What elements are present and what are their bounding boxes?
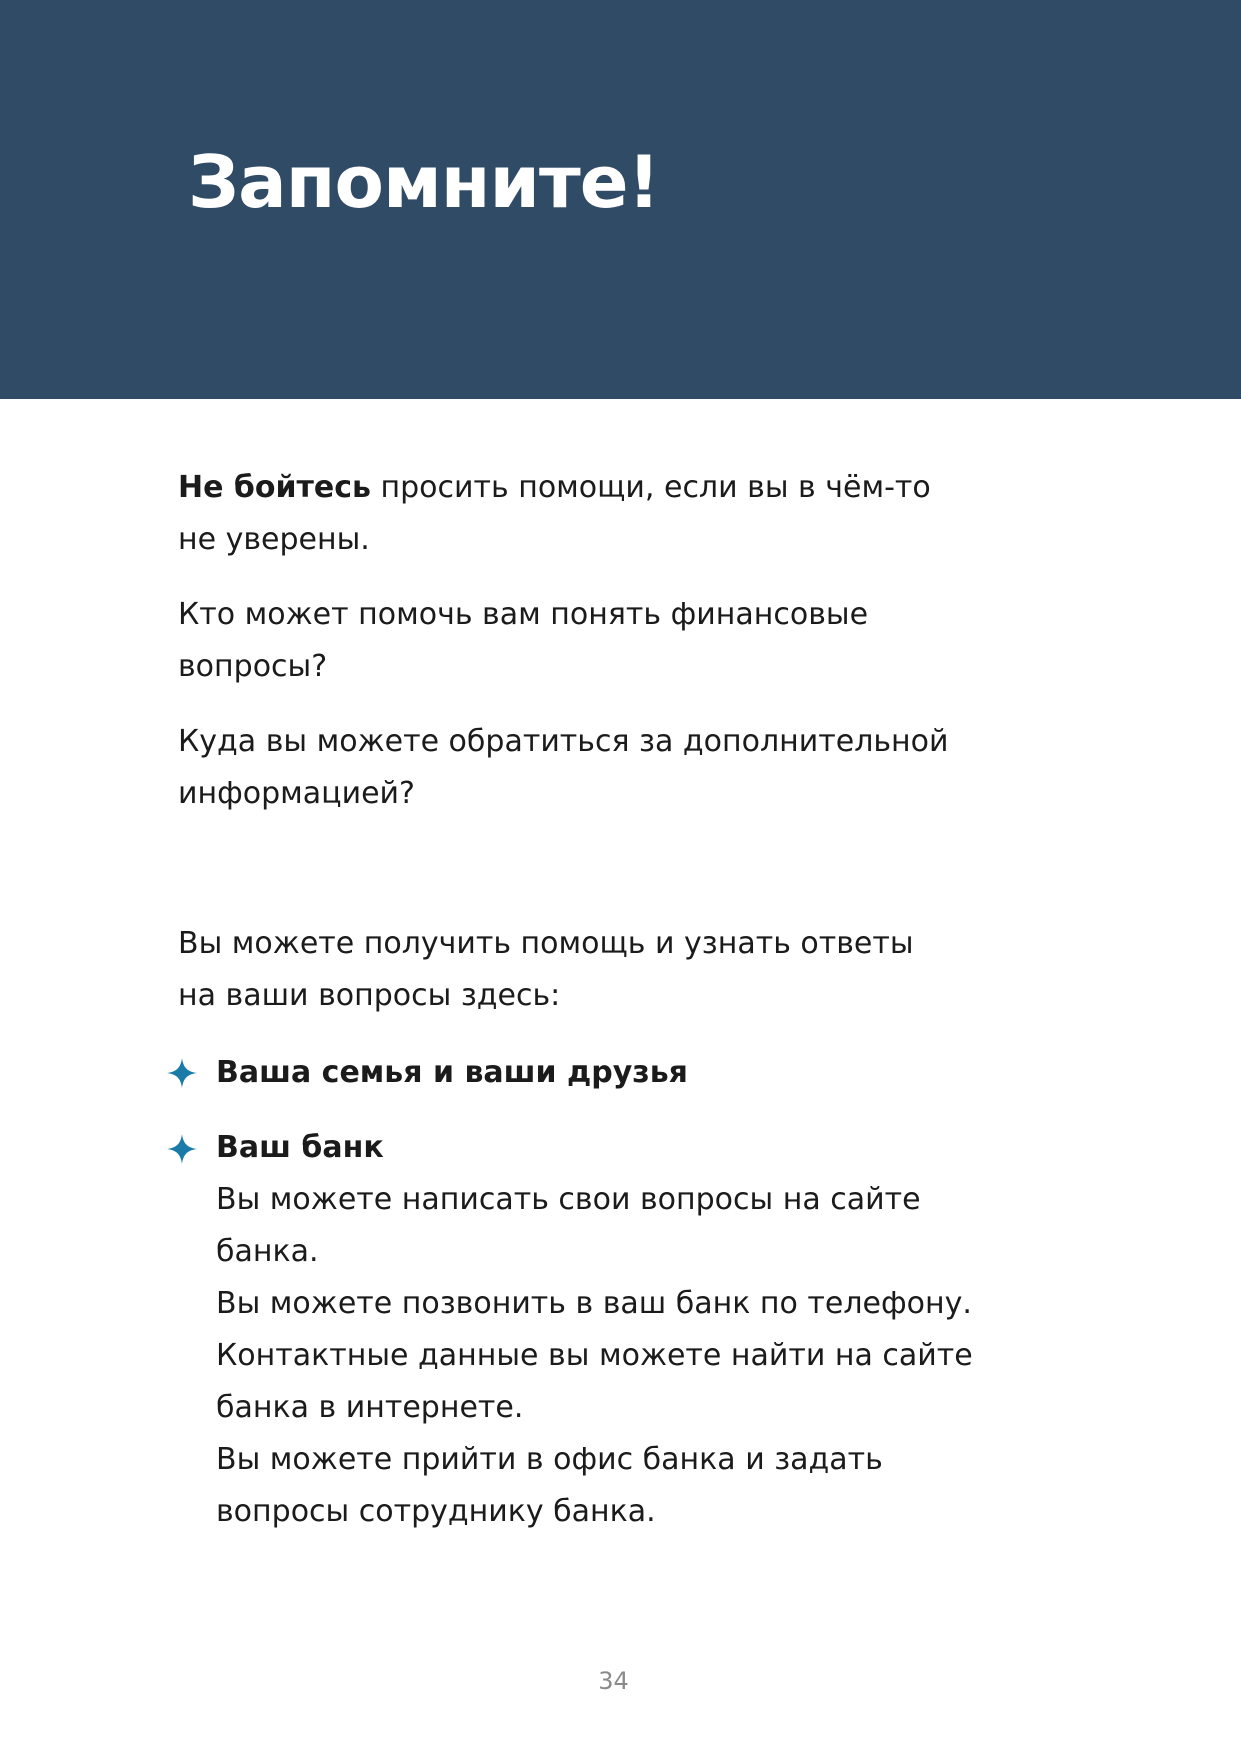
intro-paragraph-2-line: вопросы? — [178, 649, 328, 684]
help-lead-paragraph — [178, 918, 1078, 1022]
page-title: Запомните! — [188, 140, 660, 224]
four-point-star-icon — [165, 1132, 199, 1166]
intro-paragraph-3-line: Куда вы можете обратиться за дополнительной — [178, 724, 949, 759]
intro-paragraph-1 — [178, 462, 1078, 566]
intro-paragraph-2 — [178, 589, 1078, 693]
page-number: 34 — [598, 1667, 629, 1695]
intro-paragraph-1-text: просить помощи, если вы в чём-то — [370, 470, 931, 505]
intro-paragraph-1-continuation: не уверены. — [178, 522, 370, 557]
help-item-bank-description — [216, 1174, 1096, 1538]
bank-description-line: вопросы сотруднику банка. — [216, 1494, 656, 1529]
bank-description-line: Вы можете написать свои вопросы на сайте — [216, 1182, 921, 1217]
bank-description-line: банка. — [216, 1234, 319, 1269]
help-lead-line: на ваши вопросы здесь: — [178, 978, 561, 1013]
emphasis-text: Не бойтесь — [178, 470, 371, 505]
help-lead-line: Вы можете получить помощь и узнать ответы — [178, 926, 914, 961]
intro-paragraph-3 — [178, 716, 1078, 820]
help-item-title-bank: Ваш банк — [216, 1130, 384, 1165]
intro-paragraph-2-line: Кто может помочь вам понять финансовые — [178, 597, 869, 632]
help-item-title-family: Ваша семья и ваши друзья — [216, 1055, 688, 1090]
bank-description-line: банка в интернете. — [216, 1390, 524, 1425]
four-point-star-icon — [165, 1056, 199, 1090]
bank-description-line: Вы можете позвонить в ваш банк по телефону. — [216, 1286, 972, 1321]
intro-paragraph-3-line: информацией? — [178, 776, 415, 811]
bank-description-line: Вы можете прийти в офис банка и задать — [216, 1442, 883, 1477]
bank-description-line: Контактные данные вы можете найти на сайте — [216, 1338, 973, 1373]
